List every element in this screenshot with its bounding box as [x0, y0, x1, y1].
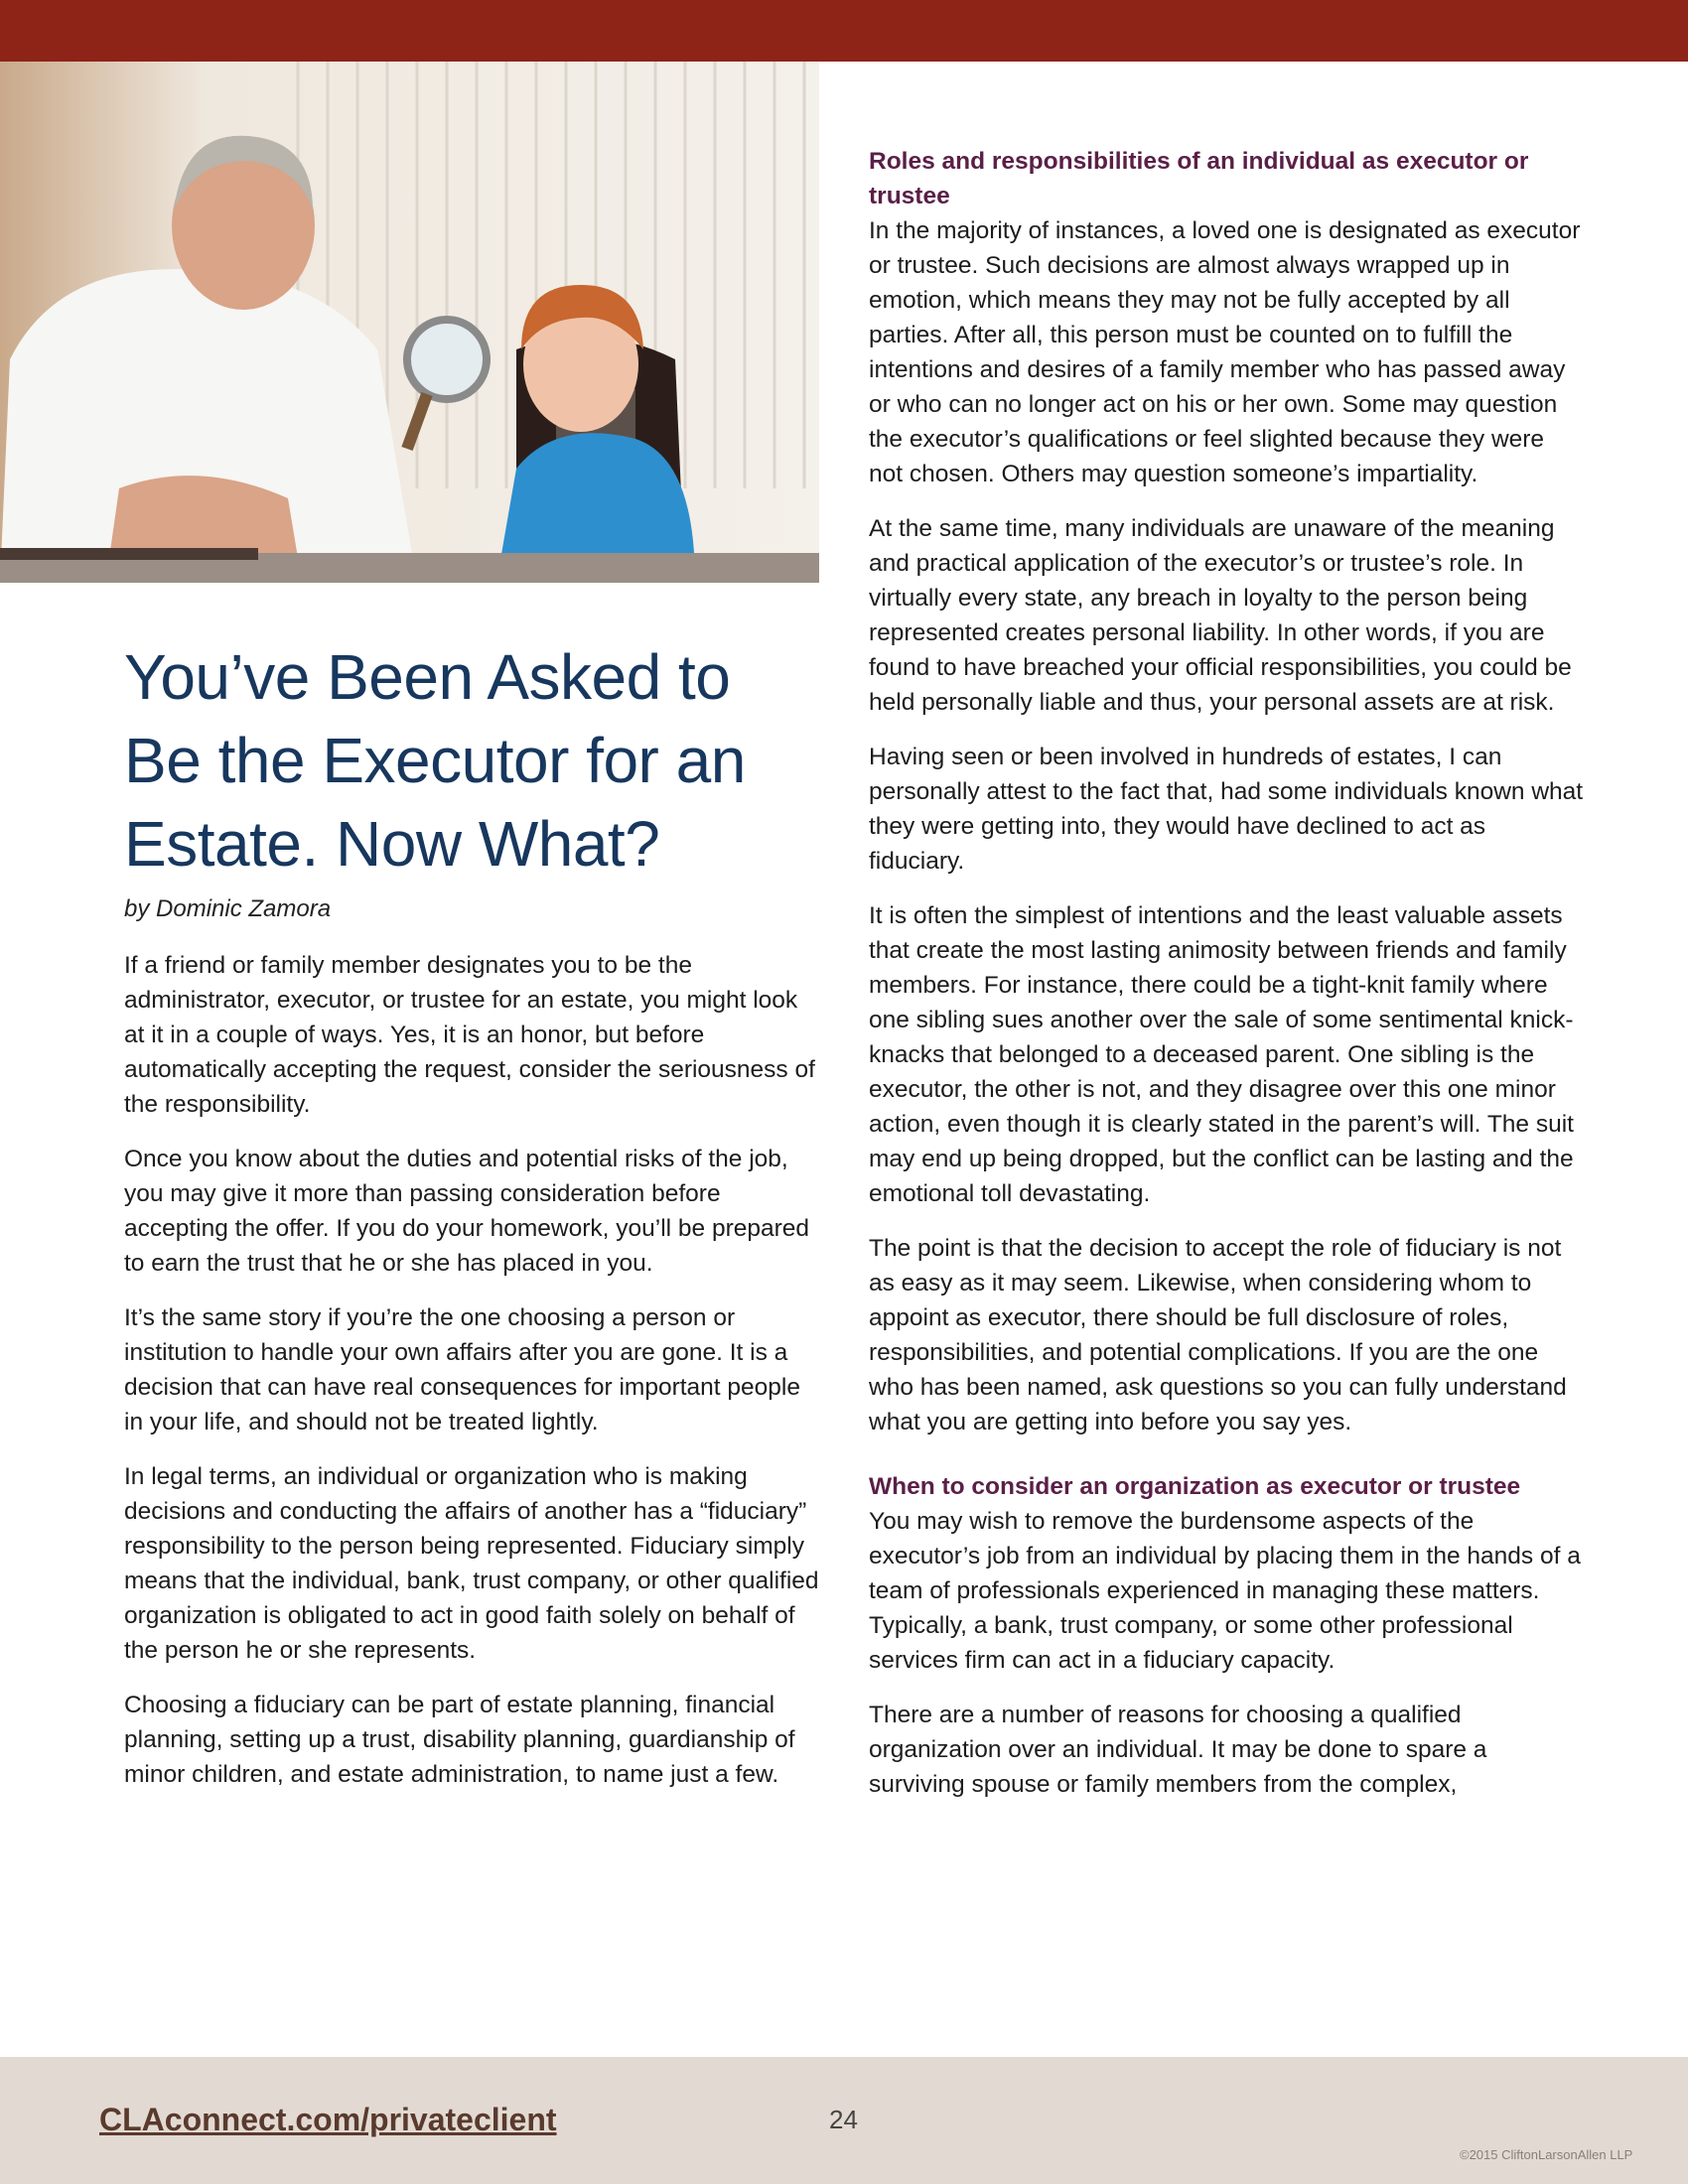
paragraph: It is often the simplest of intentions and the least valuable assets that create the most lasting animosity between friends and family members. For instance, there could be a tight-knit family where one sibling sues another over the sale of some sentimental knick-knacks that belonged to a deceased parent. One sibling is the executor, the other is not, and they disagree over this one minor action, even though it is clearly stated in the parent’s will. The suit may end up being dropped, but the conflict can be lasting and the emotional toll devastating.: [869, 902, 1574, 1207]
website-link[interactable]: CLAconnect.com/privateclient: [99, 2102, 557, 2137]
paragraph: You may wish to remove the burdensome aspects of the executor’s job from an individual by placing them in the hands of a team of professionals experienced in managing these matters. Typically, a bank, trust company, or some other professional services firm can act in a fiduciary capacity.: [869, 1508, 1581, 1674]
top-color-bar: [0, 0, 1688, 62]
paragraph: If a friend or family member designates you to be the administrator, executor, or trustee for an estate, you might look at it in a couple of ways. Yes, it is an honor, but before automatically accepting the request, consider the seriousness of the responsibility.: [124, 952, 815, 1118]
left-column: [124, 948, 824, 1812]
paragraph: In legal terms, an individual or organization who is making decisions and conducting the affairs of another has a “fiduciary” responsibility to the person being represented. Fiduciary simply means that the individual, bank, trust company, or other qualified organization is obligated to act in good faith solely on behalf of the person he or she represents.: [124, 1463, 819, 1664]
paragraph: It’s the same story if you’re the one choosing a person or institution to handle your own affairs after you are gone. It is a decision that can have real consequences for important people in your life, and should not be treated lightly.: [124, 1304, 800, 1435]
paragraph: The point is that the decision to accept the role of fiduciary is not as easy as it may seem. Likewise, when considering whom to appoint as executor, there should be full disclosure of roles, responsibilities, and potential complications. If you are the one who has been named, ask questions so you can fully understand what you are getting into before you say yes.: [869, 1235, 1567, 1435]
paragraph: Having seen or been involved in hundreds of estates, I can personally attest to the fact that, had some individuals known what they were getting into, they would have declined to act as fiduciary.: [869, 744, 1584, 875]
paragraph: In the majority of instances, a loved one is designated as executor or trustee. Such decisions are almost always wrapped up in emotion, which means they may not be fully accepted by all parties. After all, this person must be counted on to fulfill the intentions and desires of a family member who has passed away or who can no longer act on his or her own. Some may question the executor’s qualifications or feel slighted because they were not chosen. Others may question someone’s impartiality.: [869, 217, 1581, 487]
paragraph: Once you know about the duties and potential risks of the job, you may give it more than passing consideration before accepting the offer. If you do your homework, you’ll be prepared to earn the trust that he or she has placed in you.: [124, 1146, 810, 1277]
page-number: 24: [829, 2105, 858, 2134]
paragraph: At the same time, many individuals are unaware of the meaning and practical application of the executor’s or trustee’s role. In virtually every state, any breach in loyalty to the person being represented creates personal liability. In other words, if you are found to have breached your official responsibilities, you could be held personally liable and thus, your personal assets are at risk.: [869, 515, 1572, 716]
article-title: [124, 635, 799, 886]
section-heading: When to consider an organization as executor or trustee: [869, 1473, 1521, 1500]
paragraph: There are a number of reasons for choosing a qualified organization over an individual. It may be done to spare a surviving spouse or family members from the complex,: [869, 1702, 1487, 1798]
byline: by Dominic Zamora: [124, 895, 332, 922]
right-column: [869, 144, 1584, 1822]
title-line: Be the Executor for an: [124, 725, 746, 796]
section-heading: Roles and responsibilities of an individual as executor or trustee: [869, 148, 1529, 209]
paragraph: Choosing a fiduciary can be part of estate planning, financial planning, setting up a trust, disability planning, guardianship of minor children, and estate administration, to name just a few.: [124, 1692, 795, 1788]
article-photo: [0, 62, 819, 583]
title-line: Estate. Now What?: [124, 808, 660, 880]
copyright-notice: ©2015 CliftonLarsonAllen LLP: [1460, 2147, 1633, 2162]
photo-illustration: [0, 62, 819, 583]
title-line: You’ve Been Asked to: [124, 641, 731, 713]
